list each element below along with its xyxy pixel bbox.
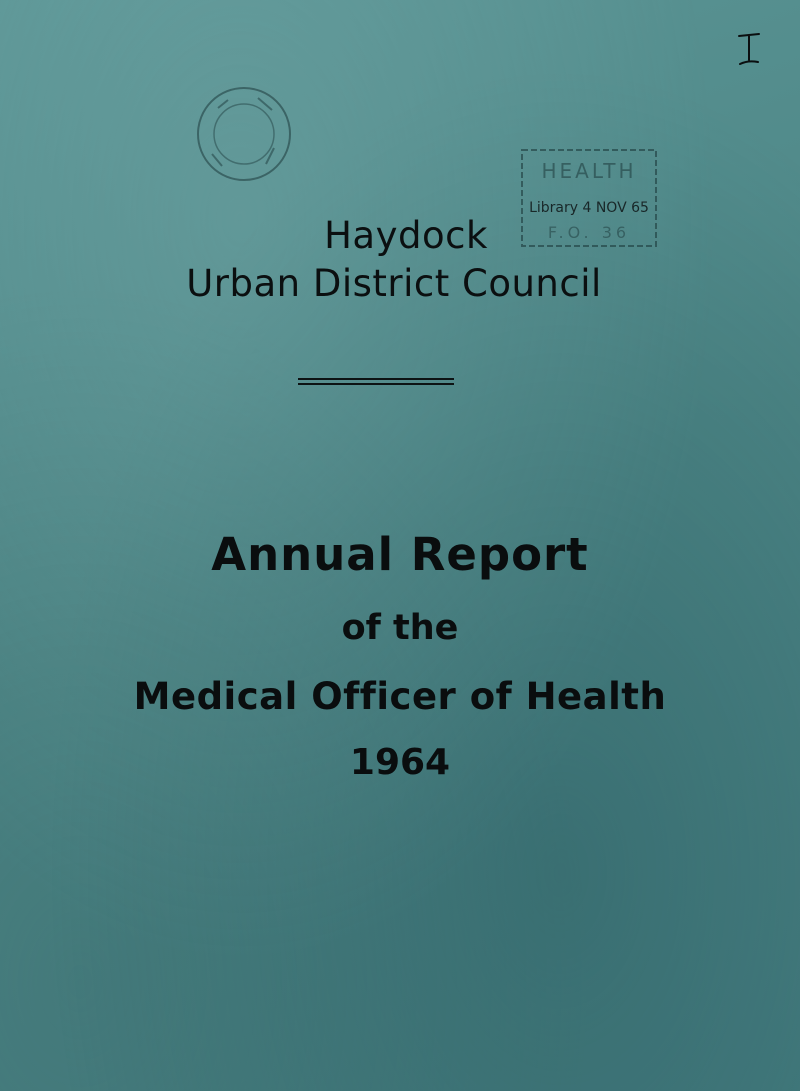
svg-text:F.O. 36: F.O. 36 [547, 223, 631, 242]
divider-rule-bottom [298, 383, 454, 385]
svg-text:Library 4 NOV 65: Library 4 NOV 65 [529, 200, 649, 216]
report-subject: Medical Officer of Health [133, 675, 667, 718]
svg-text:HEALTH: HEALTH [541, 159, 637, 183]
divider-rule-top [298, 378, 454, 380]
handwritten-corner-mark [736, 30, 762, 70]
council-name-line-2: Urban District Council [186, 262, 602, 305]
library-seal-stamp [188, 78, 300, 190]
report-title: Annual Report [211, 528, 589, 581]
report-year: 1964 [349, 742, 451, 783]
report-of: of the [341, 608, 459, 648]
council-name-line-1: Haydock [324, 214, 488, 257]
